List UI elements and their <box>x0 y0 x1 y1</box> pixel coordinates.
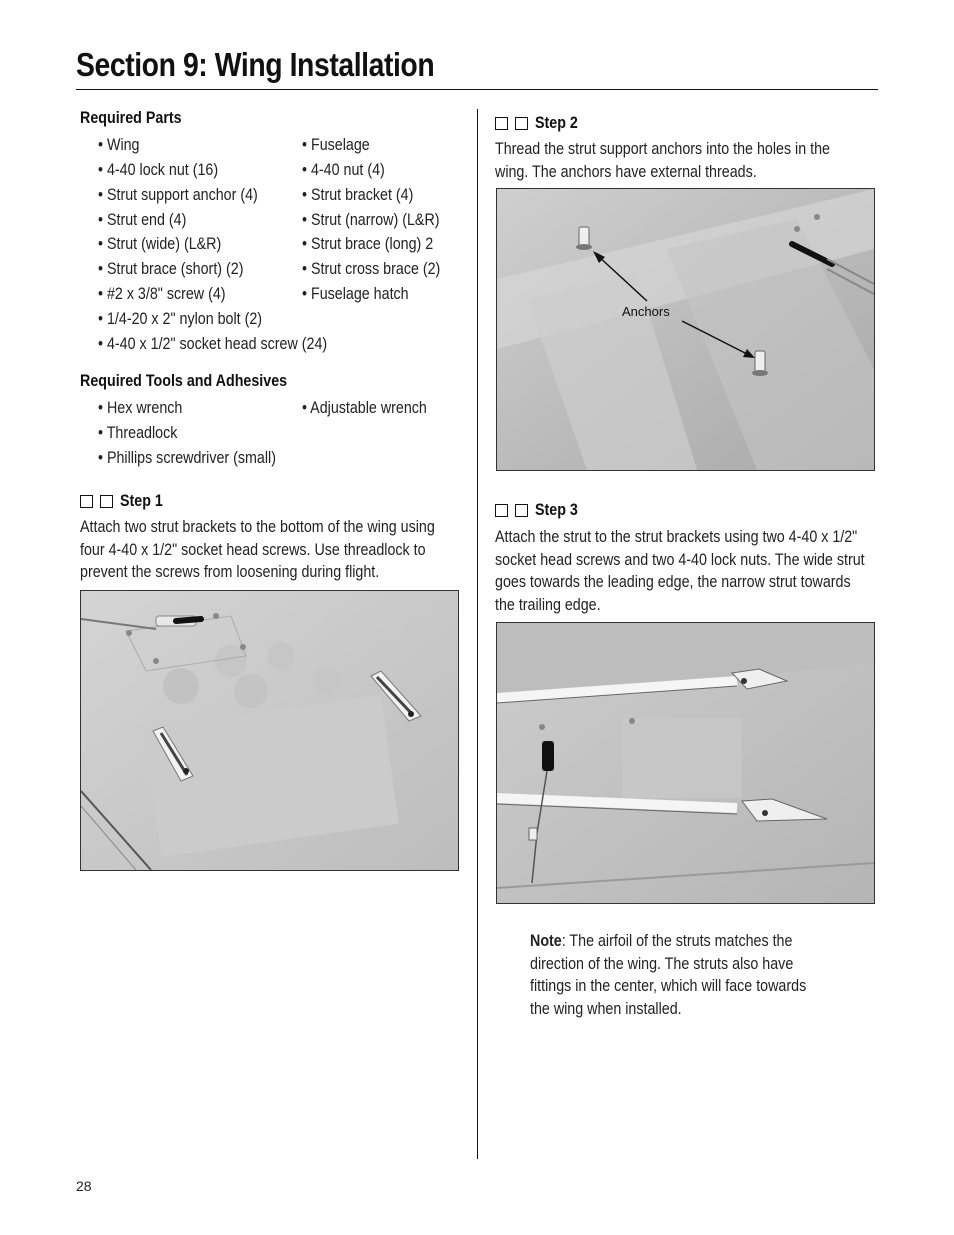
list-item: • Strut end (4) <box>98 210 187 229</box>
checkbox-icon[interactable] <box>515 117 528 130</box>
list-item: • Wing <box>98 135 140 154</box>
text-line: goes towards the leading edge, the narrow strut towards <box>495 572 851 591</box>
list-item: • 4-40 lock nut (16) <box>98 160 219 179</box>
checkbox-icon[interactable] <box>495 504 508 517</box>
list-item: • Fuselage hatch <box>302 284 409 303</box>
step1-text <box>80 516 435 584</box>
text-line: the trailing edge. <box>495 594 601 614</box>
text-line: socket head screws and two 4-40 lock nuts. The wide strut <box>495 549 865 569</box>
list-item: • 4-40 x 1/2" socket head screw (24) <box>98 334 328 353</box>
list-item: • Strut cross brace (2) <box>302 259 441 278</box>
checkbox-icon[interactable] <box>80 495 93 508</box>
list-item: • Adjustable wrench <box>302 398 427 417</box>
text-line: Thread the strut support anchors into the holes in the <box>495 139 830 158</box>
step2-heading <box>495 113 586 133</box>
text-line: four 4-40 x 1/2" socket head screws. Use threadlock to <box>80 539 426 559</box>
list-item: • Strut brace (long) 2 <box>302 234 434 253</box>
list-item: • Strut bracket (4) <box>302 185 414 204</box>
step1-label: Step 1 <box>120 491 163 510</box>
note-text <box>530 930 806 1020</box>
text-line: the wing when installed. <box>530 998 682 1018</box>
text-line: direction of the wing. The struts also have <box>530 953 794 973</box>
column-divider <box>477 109 478 1159</box>
step2-text <box>495 138 830 183</box>
text-line: Attach two strut brackets to the bottom of the wing using <box>80 517 435 536</box>
checkbox-icon[interactable] <box>100 495 113 508</box>
list-item: • 4-40 nut (4) <box>302 160 385 179</box>
note-first-line <box>530 930 806 953</box>
section-title: Section 9: Wing Installation <box>76 46 435 83</box>
page-number: 28 <box>76 1178 92 1194</box>
list-item: • #2 x 3/8" screw (4) <box>98 284 226 303</box>
step3-photo <box>496 622 875 904</box>
required-parts-heading: Required Parts <box>80 108 182 127</box>
text-line: fittings in the center, which will face towards <box>530 976 807 995</box>
step2-label: Step 2 <box>535 113 578 132</box>
list-item: • Phillips screwdriver (small) <box>98 448 276 467</box>
list-item: • Strut (wide) (L&R) <box>98 234 222 253</box>
list-item: • Strut (narrow) (L&R) <box>302 210 440 229</box>
step1-heading <box>80 491 171 511</box>
anchors-label: Anchors <box>622 304 670 319</box>
note-label: Note <box>530 931 562 950</box>
text-line: : The airfoil of the struts matches the <box>561 931 793 950</box>
step3-text <box>495 526 865 616</box>
text-line: prevent the screws from loosening during flight. <box>80 562 380 581</box>
title-rule <box>76 89 878 90</box>
step3-label: Step 3 <box>535 500 578 519</box>
step2-photo <box>496 188 875 471</box>
list-item: • Strut brace (short) (2) <box>98 259 244 278</box>
checkbox-icon[interactable] <box>495 117 508 130</box>
text-line: wing. The anchors have external threads. <box>495 161 757 181</box>
list-item: • Hex wrench <box>98 398 183 417</box>
list-item: • Strut support anchor (4) <box>98 185 258 204</box>
text-line: Attach the strut to the strut brackets using two 4-40 x 1/2" <box>495 527 858 546</box>
required-tools-heading: Required Tools and Adhesives <box>80 371 288 390</box>
list-item: • 1/4-20 x 2" nylon bolt (2) <box>98 309 263 328</box>
step1-photo <box>80 590 459 871</box>
list-item: • Fuselage <box>302 135 370 154</box>
step3-heading <box>495 500 586 520</box>
checkbox-icon[interactable] <box>515 504 528 517</box>
list-item: • Threadlock <box>98 423 178 442</box>
